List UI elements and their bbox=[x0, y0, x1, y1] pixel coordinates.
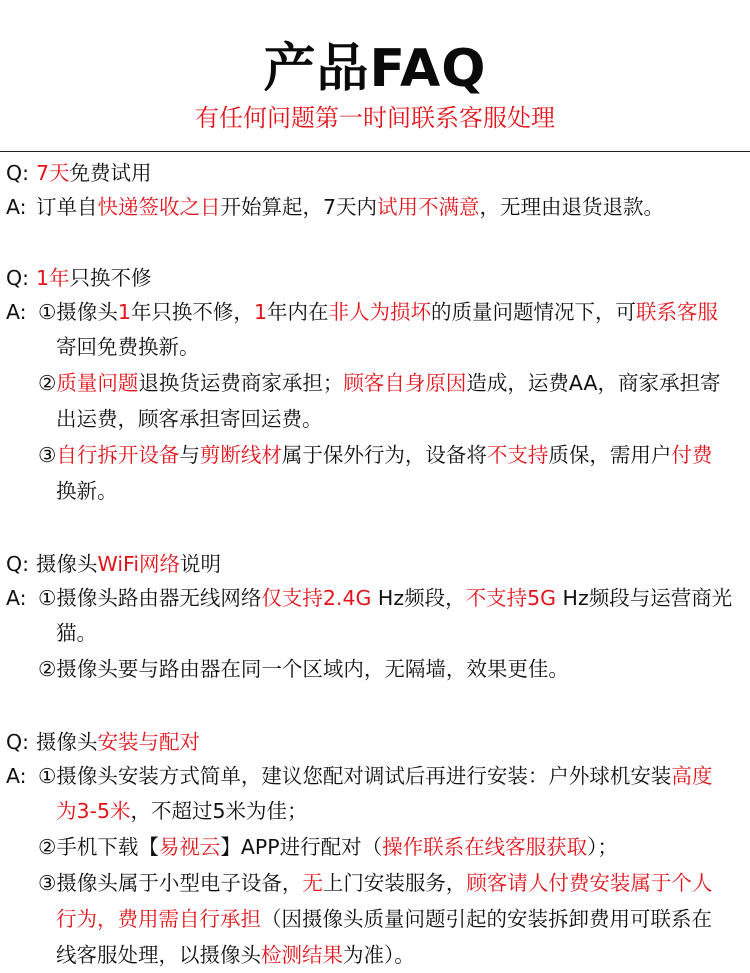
answer-line bbox=[0, 365, 750, 401]
plain-text: 线客服处理，以摄像头 bbox=[56, 943, 261, 967]
plain-text: ②摄像头要与路由器在同一个区域内，无隔墙，效果更佳。 bbox=[38, 657, 569, 681]
plain-text: 摄像头 bbox=[36, 730, 98, 754]
question-text bbox=[36, 261, 152, 295]
plain-text: ，无理由退货退款。 bbox=[479, 195, 665, 219]
answer-text bbox=[38, 581, 732, 615]
plain-text: 退换货运费商家承担； bbox=[138, 371, 344, 395]
highlight-text: 易视云 bbox=[158, 835, 221, 859]
answer-text bbox=[38, 759, 712, 793]
question-line bbox=[0, 547, 750, 581]
plain-text: 年只换不修， bbox=[130, 300, 254, 324]
highlight-text: 1年 bbox=[36, 266, 70, 290]
answer-line bbox=[0, 865, 750, 901]
highlight-text: 剪断线材 bbox=[199, 443, 282, 467]
answer-text bbox=[38, 437, 712, 473]
header-divider bbox=[0, 151, 750, 152]
question-text bbox=[36, 725, 200, 759]
plain-text: ，不超过5米为佳； bbox=[130, 799, 308, 823]
question-line bbox=[0, 725, 750, 759]
highlight-text: 不支持 bbox=[486, 443, 549, 467]
answer-text bbox=[56, 793, 308, 829]
highlight-text: 付费 bbox=[671, 443, 713, 467]
highlight-text: 操作联系在线客服获取 bbox=[382, 835, 588, 859]
highlight-text: 自行拆开设备 bbox=[56, 443, 180, 467]
answer-text bbox=[38, 829, 618, 865]
answer-line bbox=[0, 793, 750, 829]
question-marker: Q: bbox=[6, 552, 30, 576]
faq-list bbox=[0, 156, 750, 973]
question-marker: Q: bbox=[6, 161, 30, 185]
plain-text: 】APP进行配对（ bbox=[220, 835, 383, 859]
answer-line bbox=[0, 829, 750, 865]
plain-text: ）； bbox=[587, 835, 618, 859]
answer-line bbox=[0, 615, 750, 651]
answer-line bbox=[0, 437, 750, 473]
highlight-text: 顾客请人付费安装属于个人 bbox=[466, 871, 713, 895]
plain-text: 年内在 bbox=[266, 300, 329, 324]
highlight-text: WiFi网络 bbox=[97, 552, 181, 576]
answer-marker: A: bbox=[6, 764, 27, 788]
plain-text: ①摄像头 bbox=[38, 300, 118, 324]
question-marker: Q: bbox=[6, 266, 30, 290]
plain-text: 与 bbox=[179, 443, 200, 467]
plain-text: 开始算起，7天内 bbox=[220, 195, 378, 219]
plain-text: Hz频段， bbox=[371, 586, 466, 610]
plain-text: 换新。 bbox=[56, 479, 118, 503]
plain-text: ② bbox=[38, 371, 57, 395]
plain-text: ③摄像头属于小型电子设备， bbox=[38, 871, 303, 895]
plain-text: 免费试用 bbox=[69, 161, 152, 185]
faq-item-warranty bbox=[0, 261, 750, 509]
plain-text: ②手机下载【 bbox=[38, 835, 159, 859]
highlight-text: 试用不满意 bbox=[377, 195, 480, 219]
answer-text bbox=[56, 937, 415, 973]
answer-line bbox=[0, 401, 750, 437]
answer-text bbox=[38, 365, 721, 401]
plain-text: 猫。 bbox=[56, 621, 97, 645]
answer-line bbox=[0, 651, 750, 687]
answer-line bbox=[0, 295, 750, 329]
plain-text: ①摄像头路由器无线网络 bbox=[38, 586, 262, 610]
answer-line bbox=[0, 759, 750, 793]
plain-text: ③ bbox=[38, 443, 57, 467]
answer-text bbox=[56, 329, 200, 365]
highlight-text: 快递签收之日 bbox=[97, 195, 221, 219]
plain-text: 质保，需用户 bbox=[548, 443, 672, 467]
highlight-text: 为3-5米 bbox=[56, 799, 131, 823]
plain-text: 寄回免费换新。 bbox=[56, 335, 200, 359]
answer-text bbox=[38, 295, 718, 329]
plain-text: 上门安装服务， bbox=[322, 871, 467, 895]
plain-text: 摄像头 bbox=[36, 552, 98, 576]
answer-text bbox=[56, 901, 712, 937]
question-marker: Q: bbox=[6, 730, 30, 754]
answer-text bbox=[38, 865, 712, 901]
plain-text: （因摄像头质量问题引起的安装拆卸费用可联系在 bbox=[261, 907, 712, 931]
plain-text: 订单自 bbox=[36, 195, 98, 219]
highlight-text: 顾客自身原因 bbox=[343, 371, 467, 395]
highlight-text: 1 bbox=[117, 300, 131, 324]
page-subtitle: 有任何问题第一时间联系客服处理 bbox=[195, 104, 555, 132]
question-line bbox=[0, 261, 750, 295]
highlight-text: 检测结果 bbox=[261, 943, 343, 967]
faq-item-free-trial bbox=[0, 156, 750, 224]
highlight-text: 无 bbox=[302, 871, 323, 895]
highlight-text: 联系客服 bbox=[635, 300, 718, 324]
plain-text: 属于保外行为，设备将 bbox=[281, 443, 487, 467]
question-line bbox=[0, 156, 750, 190]
answer-line bbox=[0, 329, 750, 365]
plain-text: 只换不修 bbox=[69, 266, 152, 290]
answer-line bbox=[0, 473, 750, 509]
plain-text: 造成，运费AA，商家承担寄 bbox=[466, 371, 721, 395]
answer-text bbox=[56, 401, 323, 437]
answer-marker: A: bbox=[6, 195, 27, 219]
highlight-text: 高度 bbox=[671, 764, 713, 788]
question-text bbox=[36, 156, 152, 190]
answer-text bbox=[38, 651, 569, 687]
highlight-text: 不支持5G bbox=[465, 586, 557, 610]
plain-text: 为准）。 bbox=[343, 943, 415, 967]
faq-item-wifi bbox=[0, 547, 750, 687]
plain-text: 说明 bbox=[180, 552, 222, 576]
highlight-text: 质量问题 bbox=[56, 371, 139, 395]
highlight-text: 7天 bbox=[36, 161, 70, 185]
highlight-text: 仅支持2.4G bbox=[261, 586, 372, 610]
answer-line bbox=[0, 581, 750, 615]
answer-text bbox=[56, 615, 97, 651]
plain-text: 出运费，顾客承担寄回运费。 bbox=[56, 407, 323, 431]
highlight-text: 行为，费用需自行承担 bbox=[56, 907, 261, 931]
answer-marker: A: bbox=[6, 300, 27, 324]
plain-text: ①摄像头安装方式简单，建议您配对调试后再进行安装：户外球机安装 bbox=[38, 764, 672, 788]
highlight-text: 安装与配对 bbox=[97, 730, 200, 754]
answer-line bbox=[0, 937, 750, 973]
answer-text bbox=[56, 473, 118, 509]
answer-line bbox=[0, 190, 750, 224]
highlight-text: 1 bbox=[253, 300, 267, 324]
highlight-text: 非人为损坏 bbox=[328, 300, 431, 324]
plain-text: 的质量问题情况下，可 bbox=[430, 300, 636, 324]
plain-text: Hz频段与运营商光 bbox=[556, 586, 733, 610]
answer-line bbox=[0, 901, 750, 937]
page-title: 产品FAQ bbox=[263, 39, 487, 99]
answer-text bbox=[36, 190, 664, 224]
answer-marker: A: bbox=[6, 586, 27, 610]
question-text bbox=[36, 547, 221, 581]
